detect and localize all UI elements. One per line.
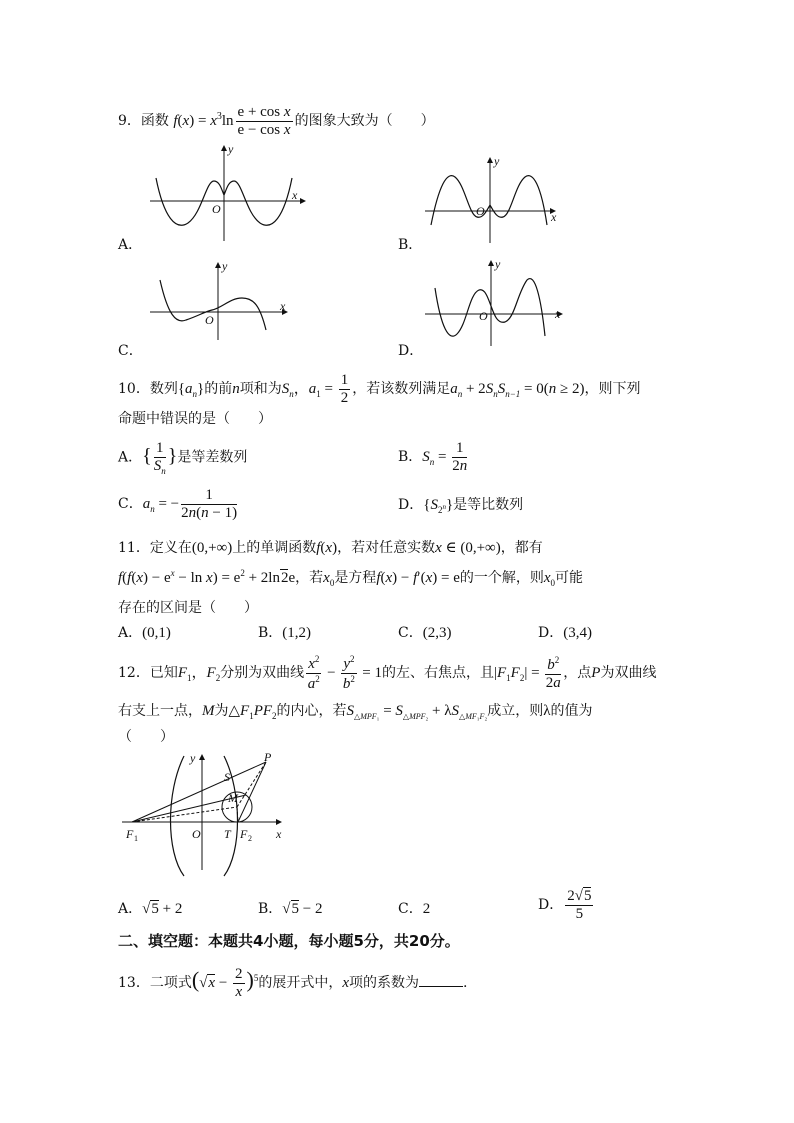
q12-option-c[interactable]: C．2 [398,901,431,917]
q10-option-d[interactable]: D．$\{S_{2^n}\}$是等比数列 [398,497,524,515]
q9-option-d[interactable]: D． [398,343,424,359]
q12-fig-f2-label: F [240,827,248,841]
q9c-x-label: x [280,299,286,313]
q9-graph-a [150,143,310,243]
q11-stem: 11．定义在(0,+∞)上的单调函数f(x)，若对任意实数x ∈ (0,+∞)，都有 [118,540,543,556]
q9-graph-b [425,155,575,245]
q9d-x-label: x [555,307,561,321]
q11-option-b[interactable]: B．(1,2) [258,625,312,641]
q9b-y-label: y [494,154,500,168]
q9-formula: $f(x) = x^3\ln$ $\frac{\text{e + cos x}}{\text{e − cos x}}$ [173,104,291,139]
q9-option-b[interactable]: B． [398,237,423,253]
q12-fig-t-label: T [224,827,231,841]
q12-fig-p-label: P [264,750,272,764]
q13-answer-blank[interactable] [419,974,463,987]
q9-stem: 9．函数 $f(x) = x^3\ln$ $\frac{\text{e + cos x}}{\text{e − cos x}}$ 的图象大致为（ ） [118,104,435,139]
q9d-origin-label: O [479,309,488,323]
section2-heading: 二、填空题：本题共4小题，每小题5分，共20分。 [118,932,460,950]
q10-stem: 10．数列$\{a_n\}$的前n项和为$S_n$，$a_1$ = $\frac{1}{2}$ ，若该数列满足$a_n + 2S_nS_{n-1} = 0(n \ge 2)$，则下列 [118,372,641,407]
q12-option-a[interactable]: A．√5 + 2 [118,901,183,917]
q9c-y-label: y [222,259,228,273]
q11-option-d[interactable]: D．(3,4) [538,625,592,641]
q9-graph-c [150,260,300,340]
q11-stem-line3: 存在的区间是（ ） [118,600,258,616]
q9c-origin-label: O [205,313,214,327]
q9d-y-label: y [495,257,501,271]
q10-option-c[interactable]: C．$a_n$ = − $\frac{1}{2n(n - 1)}$ [118,487,238,522]
q11-stem-line2: $f(f(x) - e^x - \ln x) = e^2 + 2\ln 2e$，若$x_0$是方程f(x) − f′(x) = e的一个解，则$x_0$可能 [118,568,584,588]
q12-figure [118,752,288,872]
q12-fig-f1-sub: 1 [134,834,138,843]
q11-option-a[interactable]: A．(0,1) [118,625,171,641]
q12-fig-o-label: O [192,827,201,841]
q12-option-d[interactable]: D． $\frac{2√5}{5}$ [538,888,592,923]
q12-fig-f1-label: F [126,827,134,841]
q10-option-a[interactable]: A．{ $\frac{1}{S_n}$ }是等差数列 [118,440,248,477]
q12-stem-line2: 右支上一点，M为$\triangle F_1PF_2$的内心，若$S_{\triangle MPF_1} = S_{\triangle MPF_2} + \lambda S_{\triangle MF_1F_2}$成立，则λ的值为 [118,703,593,721]
q12-option-b[interactable]: B．√5 − 2 [258,901,323,917]
q9a-y-label: y [228,142,234,156]
q9-graph-d [425,258,575,348]
q9a-origin-label: O [212,202,221,216]
q12-paren: （ ） [118,729,174,745]
q12-stem: 12．已知$F_1$，$F_2$分别为双曲线 $\frac{x^2}{a^2}$ − $\frac{y^2}{b^2}$ = 1的左、右焦点，且$|F_1F_2|$ = $\frac{b^2}{2a}$ ，点P为双曲线 [118,654,657,693]
q9b-x-label: x [551,210,557,224]
q12-fig-f2-sub: 2 [248,834,252,843]
q9b-origin-label: O [476,204,485,218]
q12-fig-y-label: y [190,751,196,765]
q13-stem: 13．二项式(√x − $\frac{2}{x}$ )$^5$的展开式中，x项的系数为 . [118,966,468,1001]
q9-option-a[interactable]: A． [118,237,143,253]
q12-fig-x-label: x [276,827,282,841]
q11-option-c[interactable]: C．(2,3) [398,625,452,641]
q9a-x-label: x [292,188,298,202]
q10-option-b[interactable]: B．$S_n$ = $\frac{1}{2n}$ [398,440,468,475]
q9-option-c[interactable]: C． [118,343,143,359]
q10-stem-line2: 命题中错误的是（ ） [118,411,272,427]
q12-fig-s-label: S [224,770,230,784]
q12-fig-m-label: M [228,791,238,805]
